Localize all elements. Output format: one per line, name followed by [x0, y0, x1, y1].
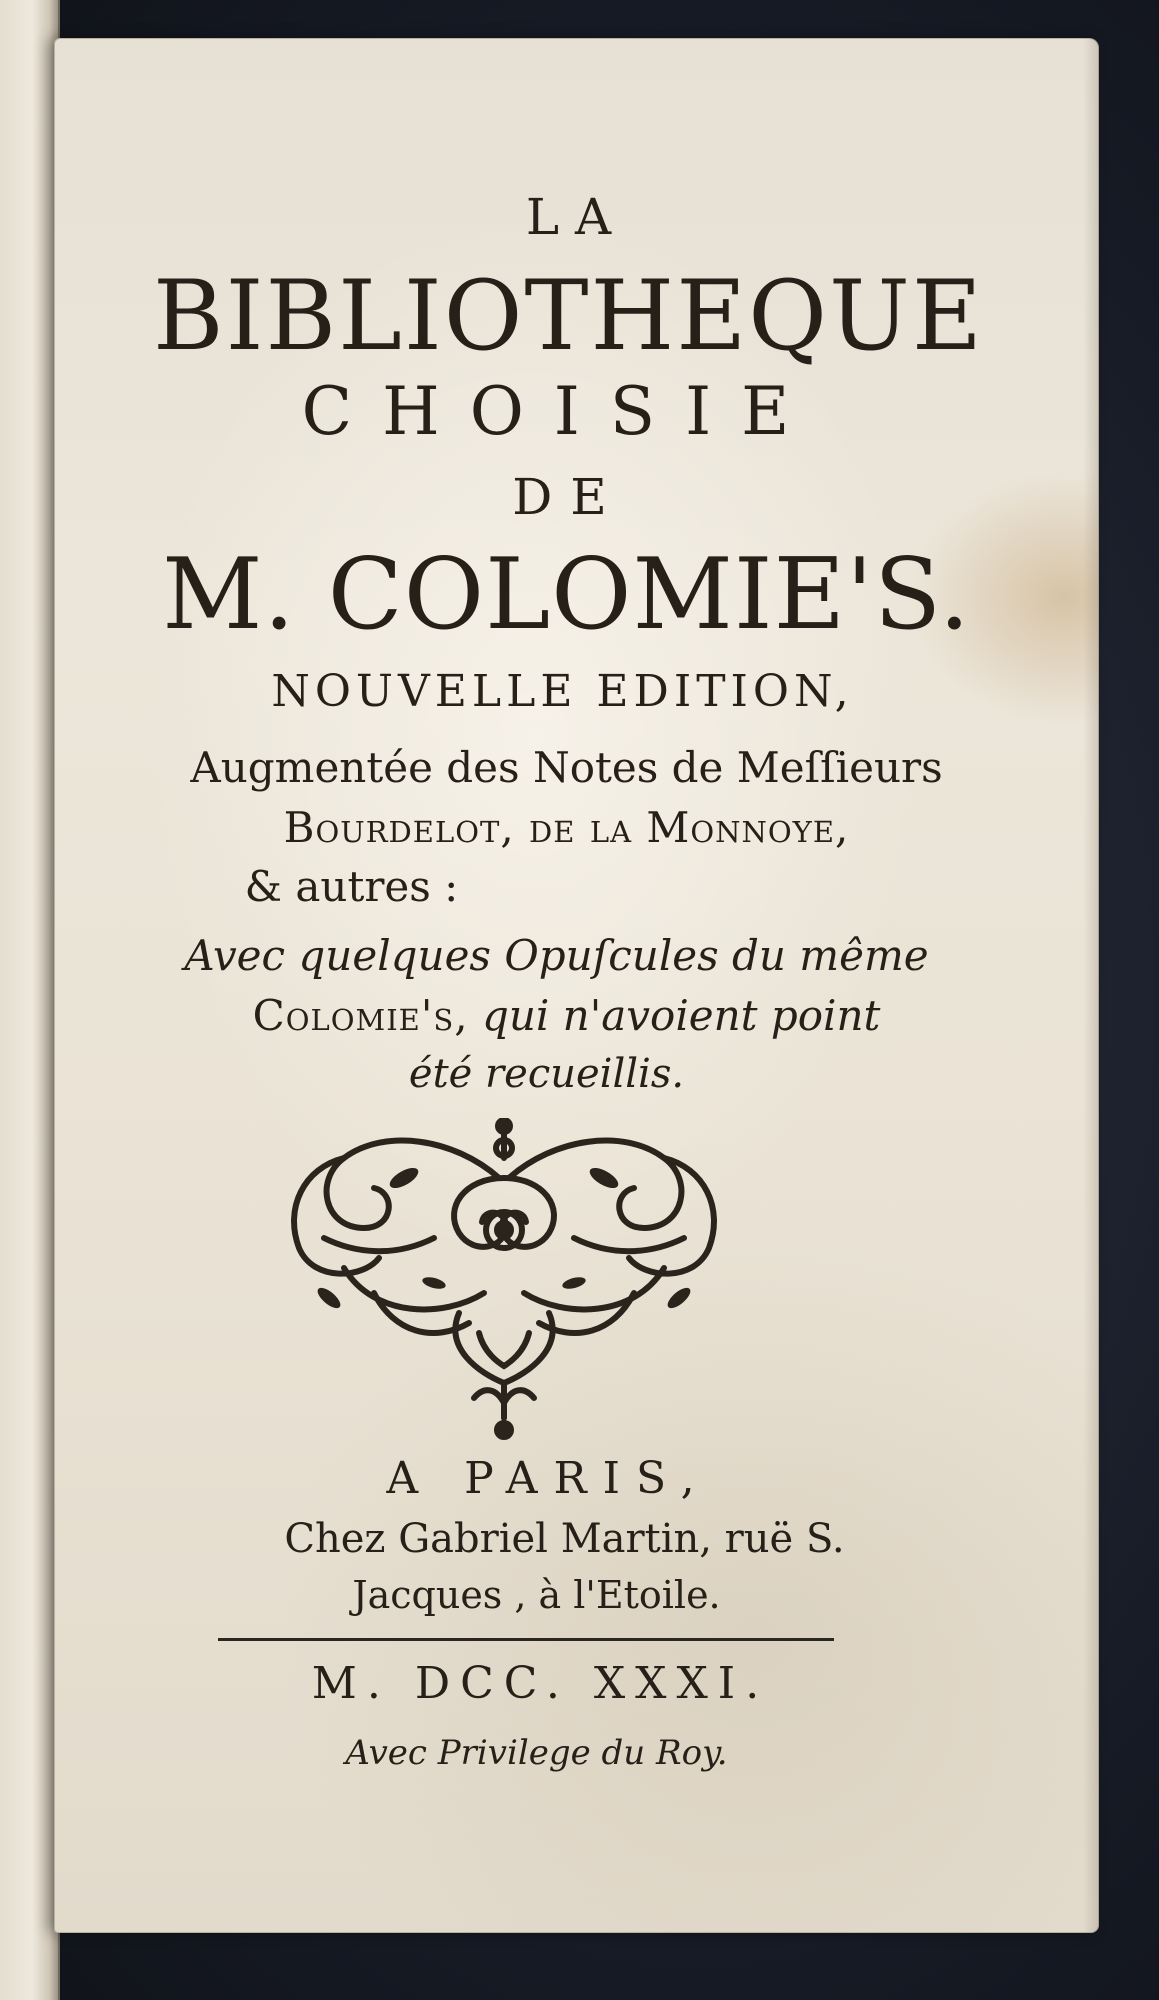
colomies-rest: qui n'avoient point: [468, 991, 881, 1040]
title-line-de: DE: [512, 468, 625, 526]
title-line-bibliotheque: BIBLIOTHEQUE: [153, 260, 984, 372]
floral-vignette-icon: [284, 1118, 724, 1448]
horizontal-rule: [218, 1638, 834, 1641]
colomies-line: [44, 991, 1089, 1040]
bourdelot-line: Bourdelot, de la Monnoye,: [283, 803, 850, 852]
edition-line: NOUVELLE EDITION,: [271, 666, 854, 717]
title-line-la: LA: [525, 188, 628, 246]
opuscules-line: Avec quelques Opuſcules du même: [184, 931, 929, 980]
autres-line: & autres :: [244, 862, 459, 911]
colomies-name: Colomie's,: [252, 991, 469, 1040]
recueillis-line: été recueillis.: [408, 1051, 685, 1097]
imprint-date: M. DCC. XXXI.: [311, 1658, 770, 1709]
privilege-line: Avec Privilege du Roy.: [345, 1733, 728, 1773]
title-line-author: M. COLOMIE'S.: [162, 538, 971, 652]
imprint-place: A PARIS,: [386, 1453, 711, 1504]
augmentee-line: Augmentée des Notes de Meſſieurs: [190, 743, 943, 792]
imprint-publisher: Chez Gabriel Martin, ruë S.: [284, 1516, 845, 1562]
imprint-address: Jacques , à l'Etoile.: [352, 1573, 721, 1617]
title-page: [54, 38, 1099, 1933]
title-line-choisie: CHOISIE: [301, 373, 820, 450]
